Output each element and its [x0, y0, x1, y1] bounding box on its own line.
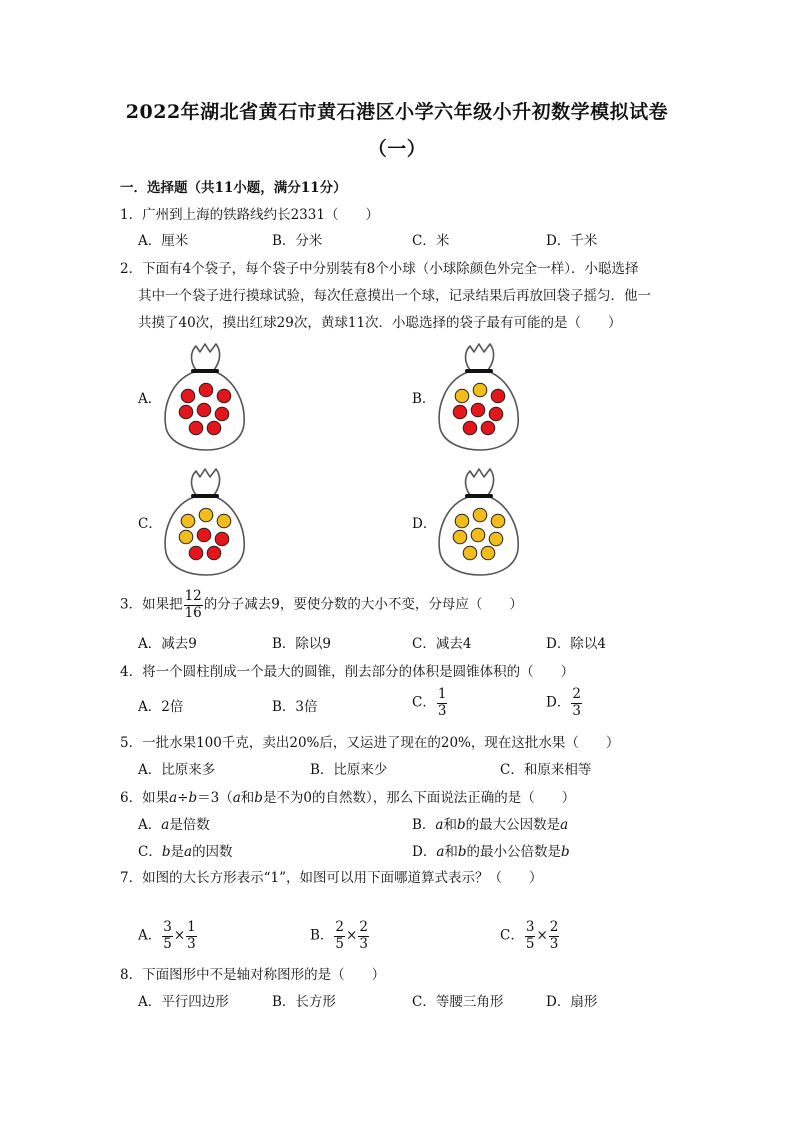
q6-var-b: b [188, 790, 198, 806]
q6-var-b-2: b [254, 790, 263, 806]
q6-option-c-var-a: a [184, 844, 193, 860]
yellow-ball [453, 530, 467, 544]
q7-c-f2-denominator: 3 [549, 935, 559, 952]
q4-d-denominator: 3 [572, 702, 581, 719]
red-ball [491, 389, 505, 403]
yellow-ball [473, 383, 487, 397]
red-ball [463, 421, 477, 435]
q7-b-f1-numerator: 2 [335, 919, 345, 935]
q7-option-a [138, 921, 198, 951]
yellow-ball [463, 546, 477, 560]
q3-fraction-numerator: 12 [184, 588, 202, 604]
question-2-line-2: 其中一个袋子进行摸球试验，每次任意摸出一个球，记录结果后再放回袋子摇匀．他一 [138, 288, 651, 304]
q6-option-b-and: 和 [443, 817, 457, 833]
yellow-ball [471, 528, 485, 542]
question-6-stem [120, 786, 575, 806]
question-5-stem: 5．一批水果100千克，卖出20%后，又运进了现在的20%，现在这批水果（ ） [120, 735, 620, 751]
q6-option-d-text: 的最小公倍数是 [466, 844, 562, 860]
yellow-ball [199, 508, 213, 522]
q7-option-a-label: A． [138, 927, 162, 944]
q4-option-a: A．2倍 [138, 699, 184, 715]
red-ball [207, 421, 221, 435]
yellow-ball [489, 532, 503, 546]
q7-c-fraction-1 [525, 921, 536, 951]
red-ball [197, 403, 211, 417]
q6-option-b [412, 813, 568, 833]
q7-a-times: × [173, 927, 186, 944]
q5-option-b: B．比原来少 [310, 762, 388, 778]
q2-option-d-label: D． [412, 516, 437, 532]
q6-option-d [412, 840, 570, 860]
q1-option-b: B．分米 [272, 233, 323, 249]
q7-a-f1-denominator: 5 [163, 935, 172, 952]
q5-option-c: C．和原来相等 [500, 762, 592, 778]
q6-option-d-var-b: b [457, 844, 467, 860]
question-2-line-1: 2．下面有4个袋子，每个袋子中分别装有8个小球（小球除颜色外完全一样）．小聪选择 [120, 261, 639, 277]
q7-c-times: × [536, 927, 548, 944]
red-ball [215, 532, 229, 546]
q7-b-f2-numerator: 2 [359, 919, 368, 935]
yellow-ball [455, 389, 469, 403]
q6-option-a [138, 813, 210, 833]
q6-option-a-text: 是倍数 [169, 817, 210, 833]
q7-b-f2-denominator: 3 [359, 935, 368, 952]
q3-option-a: A．减去9 [138, 636, 197, 652]
question-3-stem [120, 590, 523, 620]
red-ball [189, 421, 203, 435]
bag-b-image [434, 340, 522, 452]
bag-c-image [160, 465, 248, 577]
yellow-ball [473, 508, 487, 522]
page-title-part: （一） [367, 138, 427, 160]
q6-var-a: a [169, 790, 178, 806]
q6-option-a-var: a [161, 817, 170, 833]
q4-d-numerator: 2 [572, 686, 581, 702]
red-ball [471, 403, 485, 417]
q7-c-f1-denominator: 5 [525, 935, 535, 952]
red-ball [197, 528, 211, 542]
q4-c-numerator: 1 [437, 686, 447, 702]
q7-a-f2-denominator: 3 [187, 935, 196, 952]
q4-option-c [412, 688, 448, 718]
red-ball [481, 421, 495, 435]
yellow-ball [481, 546, 495, 560]
question-4-stem: 4．将一个圆柱削成一个最大的圆锥，削去部分的体积是圆锥体积的（ ） [120, 664, 575, 680]
red-ball [489, 407, 503, 421]
page-title: 2022年湖北省黄石市黄石港区小学六年级小升初数学模拟试卷 [125, 101, 669, 123]
q6-stem-4: 是不为0的自然数），那么下面说法正确的是（ ） [262, 790, 576, 806]
q1-option-a: A．厘米 [138, 233, 189, 249]
q7-b-fraction-2 [358, 921, 369, 951]
q6-option-b-var-a: a [435, 817, 444, 833]
q6-option-c [138, 840, 233, 860]
q7-b-fraction-1 [334, 921, 345, 951]
red-ball [189, 546, 203, 560]
q7-option-b-label: B． [310, 927, 334, 944]
yellow-ball [179, 530, 193, 544]
bag-neck [192, 344, 220, 370]
q3-option-c: C．减去4 [412, 636, 472, 652]
q8-option-d: D．扇形 [546, 994, 598, 1010]
red-ball [179, 405, 193, 419]
q7-a-f1-numerator: 3 [163, 919, 172, 935]
red-ball [207, 546, 221, 560]
q1-option-d: D．千米 [546, 233, 598, 249]
q7-c-fraction-2 [549, 921, 560, 951]
q4-option-d [546, 688, 583, 718]
q4-option-b: B．3倍 [272, 699, 318, 715]
question-7-stem: 7．如图的大长方形表示“1”，如图可以用下面哪道算式表示？（ ） [120, 870, 543, 886]
q3-stem-suffix: 的分子减去9，要使分数的大小不变，分母应（ ） [203, 596, 523, 613]
q8-option-a: A．平行四边形 [138, 994, 229, 1010]
q1-option-c: C．米 [412, 233, 450, 249]
q2-option-b-label: B． [412, 391, 436, 407]
red-ball [453, 405, 467, 419]
q5-option-a: A．比原来多 [138, 762, 216, 778]
q6-stem-2: ＝3（ [197, 790, 233, 806]
q6-option-b-text: 的最大公因数是 [465, 817, 561, 833]
q7-option-c [500, 921, 560, 951]
q6-var-a-2: a [232, 790, 241, 806]
red-ball [199, 383, 213, 397]
q6-option-b-label: B． [412, 817, 436, 833]
red-ball [181, 389, 195, 403]
q6-option-a-label: A． [138, 817, 162, 833]
q6-option-b-var-b: b [456, 817, 466, 833]
q6-option-b-var-a-2: a [560, 817, 569, 833]
q8-option-c: C．等腰三角形 [412, 994, 504, 1010]
bag-neck [466, 344, 494, 370]
q7-c-f1-numerator: 3 [525, 919, 535, 935]
bag-neck [466, 469, 494, 495]
q3-option-b: B．除以9 [272, 636, 332, 652]
question-8-stem: 8．下面图形中不是轴对称图形的是（ ） [120, 967, 386, 983]
red-ball [217, 389, 231, 403]
question-2-line-3: 共摸了40次，摸出红球29次，黄球11次．小聪选择的袋子最有可能的是（ ） [138, 315, 622, 331]
q7-a-f2-numerator: 1 [187, 919, 196, 935]
q6-option-c-label: C． [138, 844, 162, 860]
q3-stem-prefix: 3．如果把 [120, 596, 183, 613]
q6-option-d-var-b-2: b [561, 844, 570, 860]
q2-option-c-label: C． [138, 516, 162, 532]
yellow-ball [181, 514, 195, 528]
q3-fraction [184, 590, 203, 620]
q4-option-d-label: D． [546, 694, 571, 711]
q7-c-f2-numerator: 2 [549, 919, 559, 935]
q6-stem-1: 6．如果 [120, 790, 170, 806]
q6-option-d-var-a: a [436, 844, 445, 860]
q6-option-c-tail: 的因数 [192, 844, 233, 860]
q7-option-b [310, 921, 370, 951]
q3-fraction-denominator: 16 [184, 604, 202, 621]
yellow-ball [491, 514, 505, 528]
red-ball [215, 407, 229, 421]
q8-option-b: B．长方形 [272, 994, 336, 1010]
q6-stem-3: 和 [240, 790, 255, 806]
question-1-stem: 1．广州到上海的铁路线约长2331（ ） [120, 207, 379, 223]
q6-option-c-text: 是 [170, 844, 184, 860]
bag-d-image [434, 465, 522, 577]
q7-a-fraction-2 [186, 921, 197, 951]
q6-divide-sign: ÷ [177, 790, 189, 806]
q4-option-c-label: C． [412, 694, 436, 711]
bag-neck [192, 469, 220, 495]
q7-b-times: × [346, 927, 358, 944]
yellow-ball [455, 514, 469, 528]
bag-a-image [160, 340, 248, 452]
q6-option-c-var-b: b [161, 844, 171, 860]
yellow-ball [217, 514, 231, 528]
q6-option-d-and: 和 [444, 844, 458, 860]
q4-option-d-fraction [571, 688, 582, 718]
q3-option-d: D．除以4 [546, 636, 606, 652]
q2-option-a-label: A． [138, 391, 162, 407]
q6-option-d-label: D． [412, 844, 437, 860]
q4-option-c-fraction [437, 688, 448, 718]
q7-option-c-label: C． [500, 927, 524, 944]
q4-c-denominator: 3 [437, 702, 447, 719]
q7-b-f1-denominator: 5 [335, 935, 345, 952]
section-heading: 一．选择题（共11小题，满分11分） [120, 180, 347, 196]
q7-a-fraction-1 [162, 921, 173, 951]
